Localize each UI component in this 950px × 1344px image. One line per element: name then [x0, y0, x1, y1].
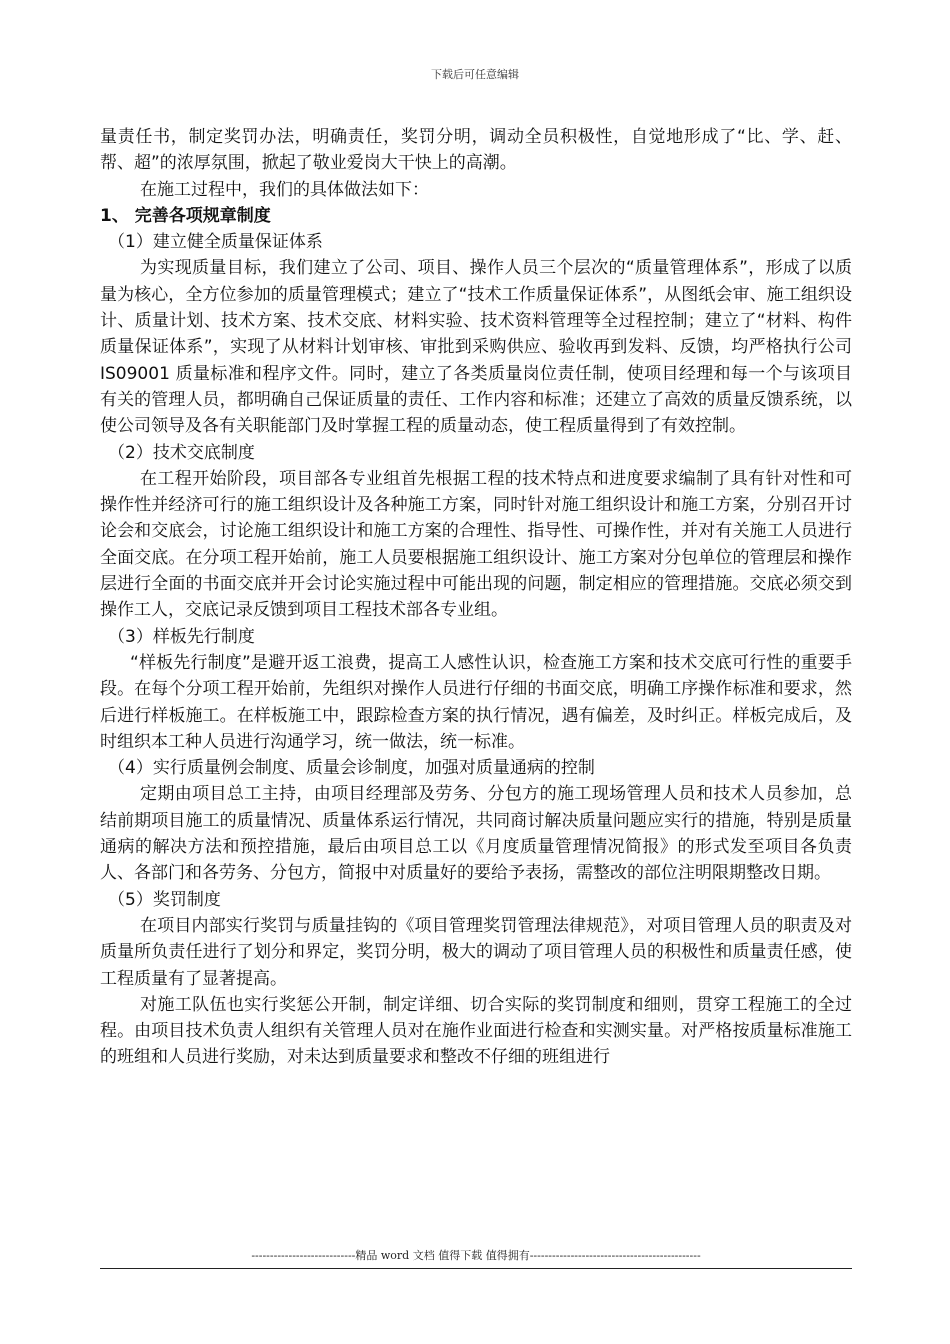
document-body [100, 124, 852, 1071]
subsection-title-2: （2）技术交底制度 [108, 442, 255, 463]
paragraph-quality-meeting: 定期由项目总工主持，由项目经理部及劳务、分包方的施工现场管理人员和技术人员参加，总结前期项目施工的质量情况、质量体系运行情况，共同商讨解决质量问题应实行的措施，特别是质量通病的解决方法和预控措施，最后由项目总工以《月度质量管理情况简报》的形式发至项目各负责人、各部门和各劳务、分包方，简报中对质量好的要给予表扬，需整改的部位注明限期整改日期。 [100, 784, 852, 884]
footer-divider [100, 1268, 852, 1269]
subsection-title-1: （1）建立健全质量保证体系 [108, 232, 323, 253]
footer-text: ----------------------------精品 word 文档 值得下载 值得拥有---------------------------------------------- [251, 1249, 701, 1262]
paragraph-tech-briefing: 在工程开始阶段，项目部各专业组首先根据工程的技术特点和进度要求编制了具有针对性和可操作性并经济可行的施工组织设计及各种施工方案，同时针对施工组织设计和施工方案，分别召开讨论会和交底会，讨论施工组织设计和施工方案的合理性、指导性、可操作性，并对有关施工人员进行全面交底。在分项工程开始前，施工人员要根据施工组织设计、施工方案对分包单位的管理层和操作层进行全面的书面交底并开会讨论实施过程中可能出现的问题，制定相应的管理措施。交底必须交到操作工人，交底记录反馈到项目工程技术部各专业组。 [100, 468, 852, 621]
paragraph-rewards-1: 在项目内部实行奖罚与质量挂钩的《项目管理奖罚管理法律规范》，对项目管理人员的职责及对质量所负责任进行了划分和界定，奖罚分明，极大的调动了项目管理人员的积极性和质量责任感，使工程质量有了显著提高。 [100, 915, 852, 989]
paragraph-intro: 量责任书，制定奖罚办法，明确责任，奖罚分明，调动全员积极性，自觉地形成了“比、学、赶、帮、超”的浓厚氛围，掀起了敬业爱岗大干快上的高潮。 [100, 127, 852, 174]
paragraph-quality-system: 为实现质量目标，我们建立了公司、项目、操作人员三个层次的“质量管理体系”，形成了以质量为核心，全方位参加的质量管理模式；建立了“技术工作质量保证体系”，从图纸会审、施工组织设计、质量计划、技术方案、技术交底、材料实验、技术资料管理等全过程控制；建立了“材料、构件质量保证体系”，实现了从材料计划审核、审批到采购供应、验收再到发料、反馈，均严格执行公司 IS09001 质量标准和程序文件。同时，建立了各类质量岗位责任制，使项目经理和每一个与该项目有关的管理人员，都明确自己保证质量的责任、工作内容和标准；还建立了高效的质量反馈系统，以使公司领导及各有关职能部门及时掌握工程的质量动态，使工程质量得到了有效控制。 [100, 258, 852, 437]
page-footer [100, 1247, 852, 1269]
subsection-title-5: （5）奖罚制度 [108, 889, 221, 910]
paragraph-rewards-2: 对施工队伍也实行奖惩公开制，制定详细、切合实际的奖罚制度和细则，贯穿工程施工的全过程。由项目技术负责人组织有关管理人员对在施作业面进行检查和实测实量。对严格按质量标准施工的班组和人员进行奖励，对未达到质量要求和整改不仔细的班组进行 [100, 994, 852, 1068]
section-heading: 1、 完善各项规章制度 [100, 205, 271, 226]
subsection-title-4: （4）实行质量例会制度、质量会诊制度，加强对质量通病的控制 [108, 758, 595, 779]
paragraph-method: 在施工过程中，我们的具体做法如下： [140, 179, 429, 200]
subsection-title-3: （3）样板先行制度 [108, 626, 255, 647]
page-header: 下载后可任意编辑 [431, 68, 519, 81]
paragraph-sample-first: “样板先行制度”是避开返工浪费，提高工人感性认识，检查施工方案和技术交底可行性的重要手段。在每个分项工程开始前，先组织对操作人员进行仔细的书面交底，明确工序操作标准和要求，然后进行样板施工。在样板施工中，跟踪检查方案的执行情况，遇有偏差，及时纠正。样板完成后，及时组织本工种人员进行沟通学习，统一做法，统一标准。 [100, 652, 852, 752]
